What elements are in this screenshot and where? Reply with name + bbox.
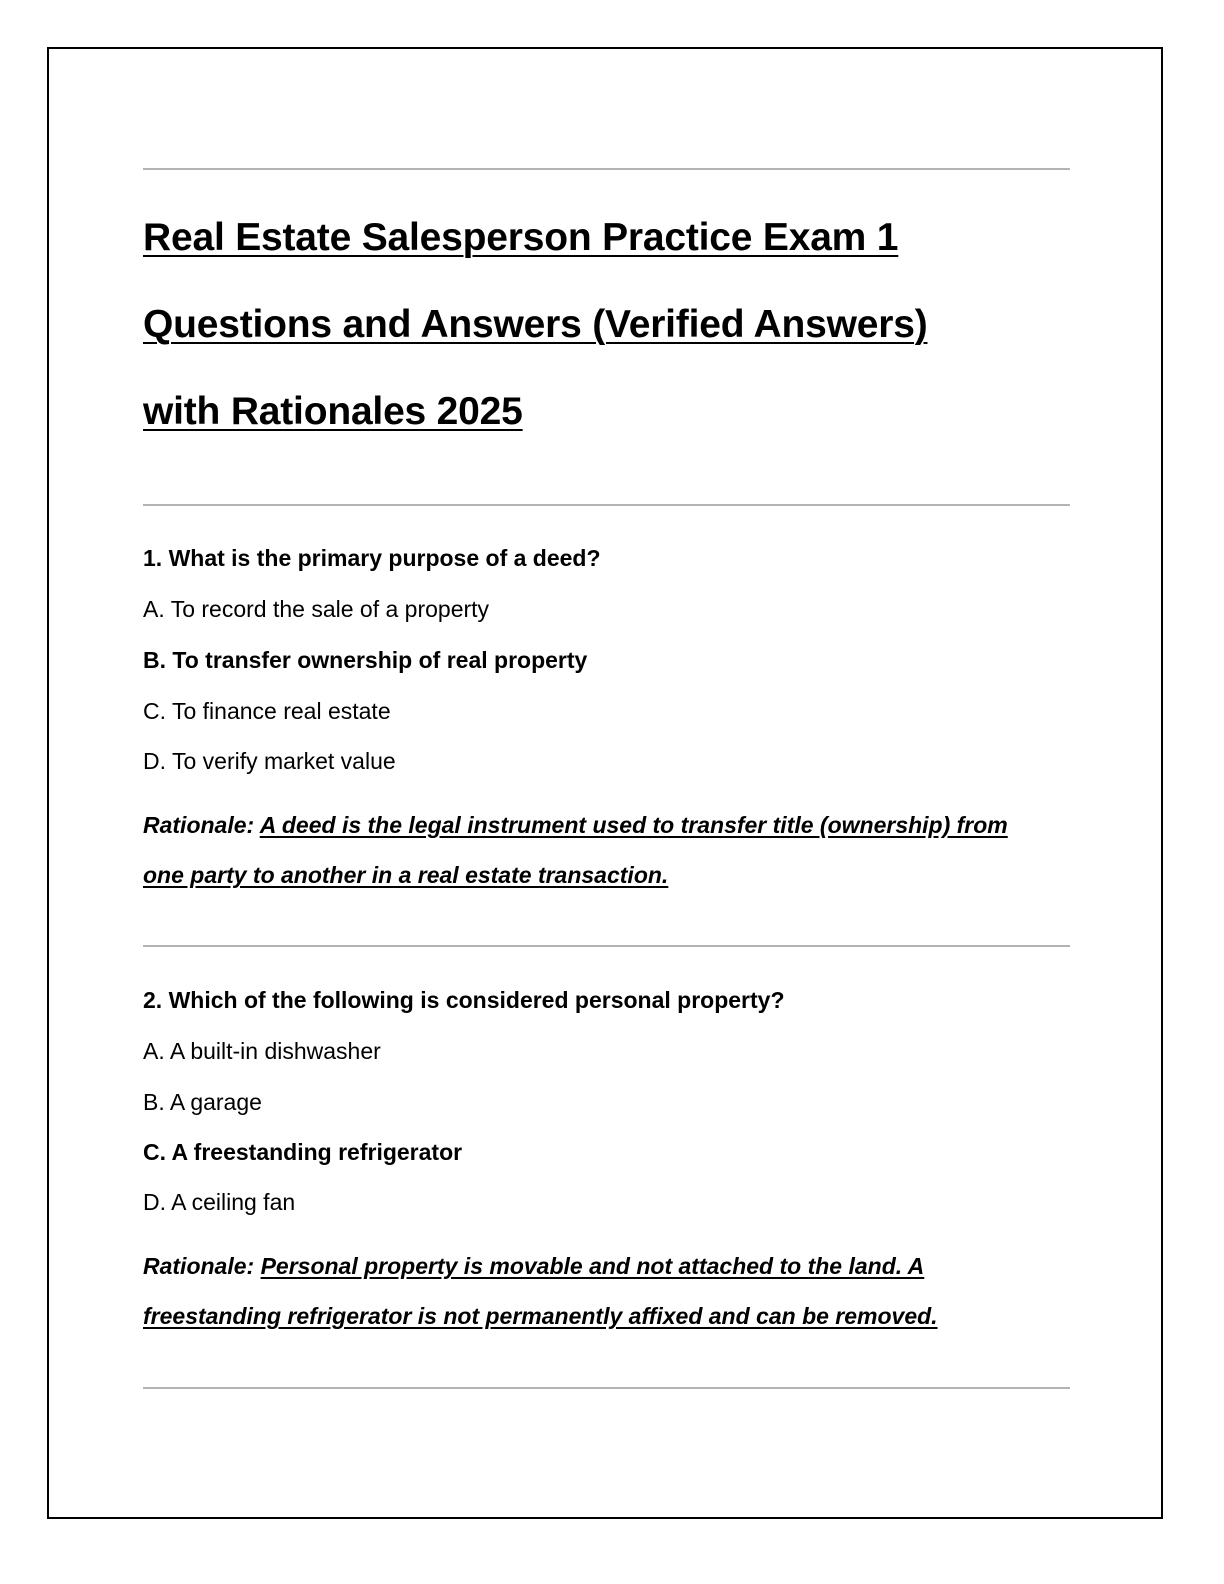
title-line-2: Questions and Answers (Verified Answers): [143, 303, 928, 346]
title-line-3: with Rationales 2025: [143, 390, 523, 433]
question-1-option-c: C. To finance real estate: [143, 698, 391, 724]
question-1-option-b-correct: B. To transfer ownership of real property: [143, 647, 588, 673]
question-1-rationale-line-2: [143, 864, 668, 887]
question-1-option-a: A. To record the sale of a property: [143, 596, 490, 622]
divider: [143, 1387, 1070, 1389]
divider: [143, 168, 1070, 170]
title-line-1: Real Estate Salesperson Practice Exam 1: [143, 216, 899, 259]
question-2-option-a: A. A built-in dishwasher: [143, 1038, 381, 1064]
question-1-option-d: D. To verify market value: [143, 748, 396, 774]
question-2-rationale-line-1: [143, 1255, 924, 1278]
rationale-text: one party to another in a real estate transaction.: [143, 862, 669, 888]
rationale-label: Rationale:: [143, 812, 255, 838]
rationale-text: A deed is the legal instrument used to transfer title (ownership) from: [259, 812, 1008, 838]
question-1-text: 1. What is the primary purpose of a deed?: [143, 545, 601, 571]
rationale-label: Rationale:: [143, 1253, 255, 1279]
divider: [143, 504, 1070, 506]
question-1-rationale-line-1: [143, 814, 1008, 837]
question-2-option-d: D. A ceiling fan: [143, 1189, 296, 1215]
question-2-rationale-line-2: [143, 1305, 938, 1328]
question-2-option-c-correct: C. A freestanding refrigerator: [143, 1139, 463, 1165]
rationale-text: Personal property is movable and not attached to the land. A: [260, 1253, 925, 1279]
rationale-text: freestanding refrigerator is not permanently affixed and can be removed.: [143, 1303, 938, 1329]
question-2-option-b: B. A garage: [143, 1089, 262, 1115]
divider: [143, 945, 1070, 947]
question-2-text: 2. Which of the following is considered personal property?: [143, 987, 785, 1013]
page-border: [47, 47, 1163, 1519]
